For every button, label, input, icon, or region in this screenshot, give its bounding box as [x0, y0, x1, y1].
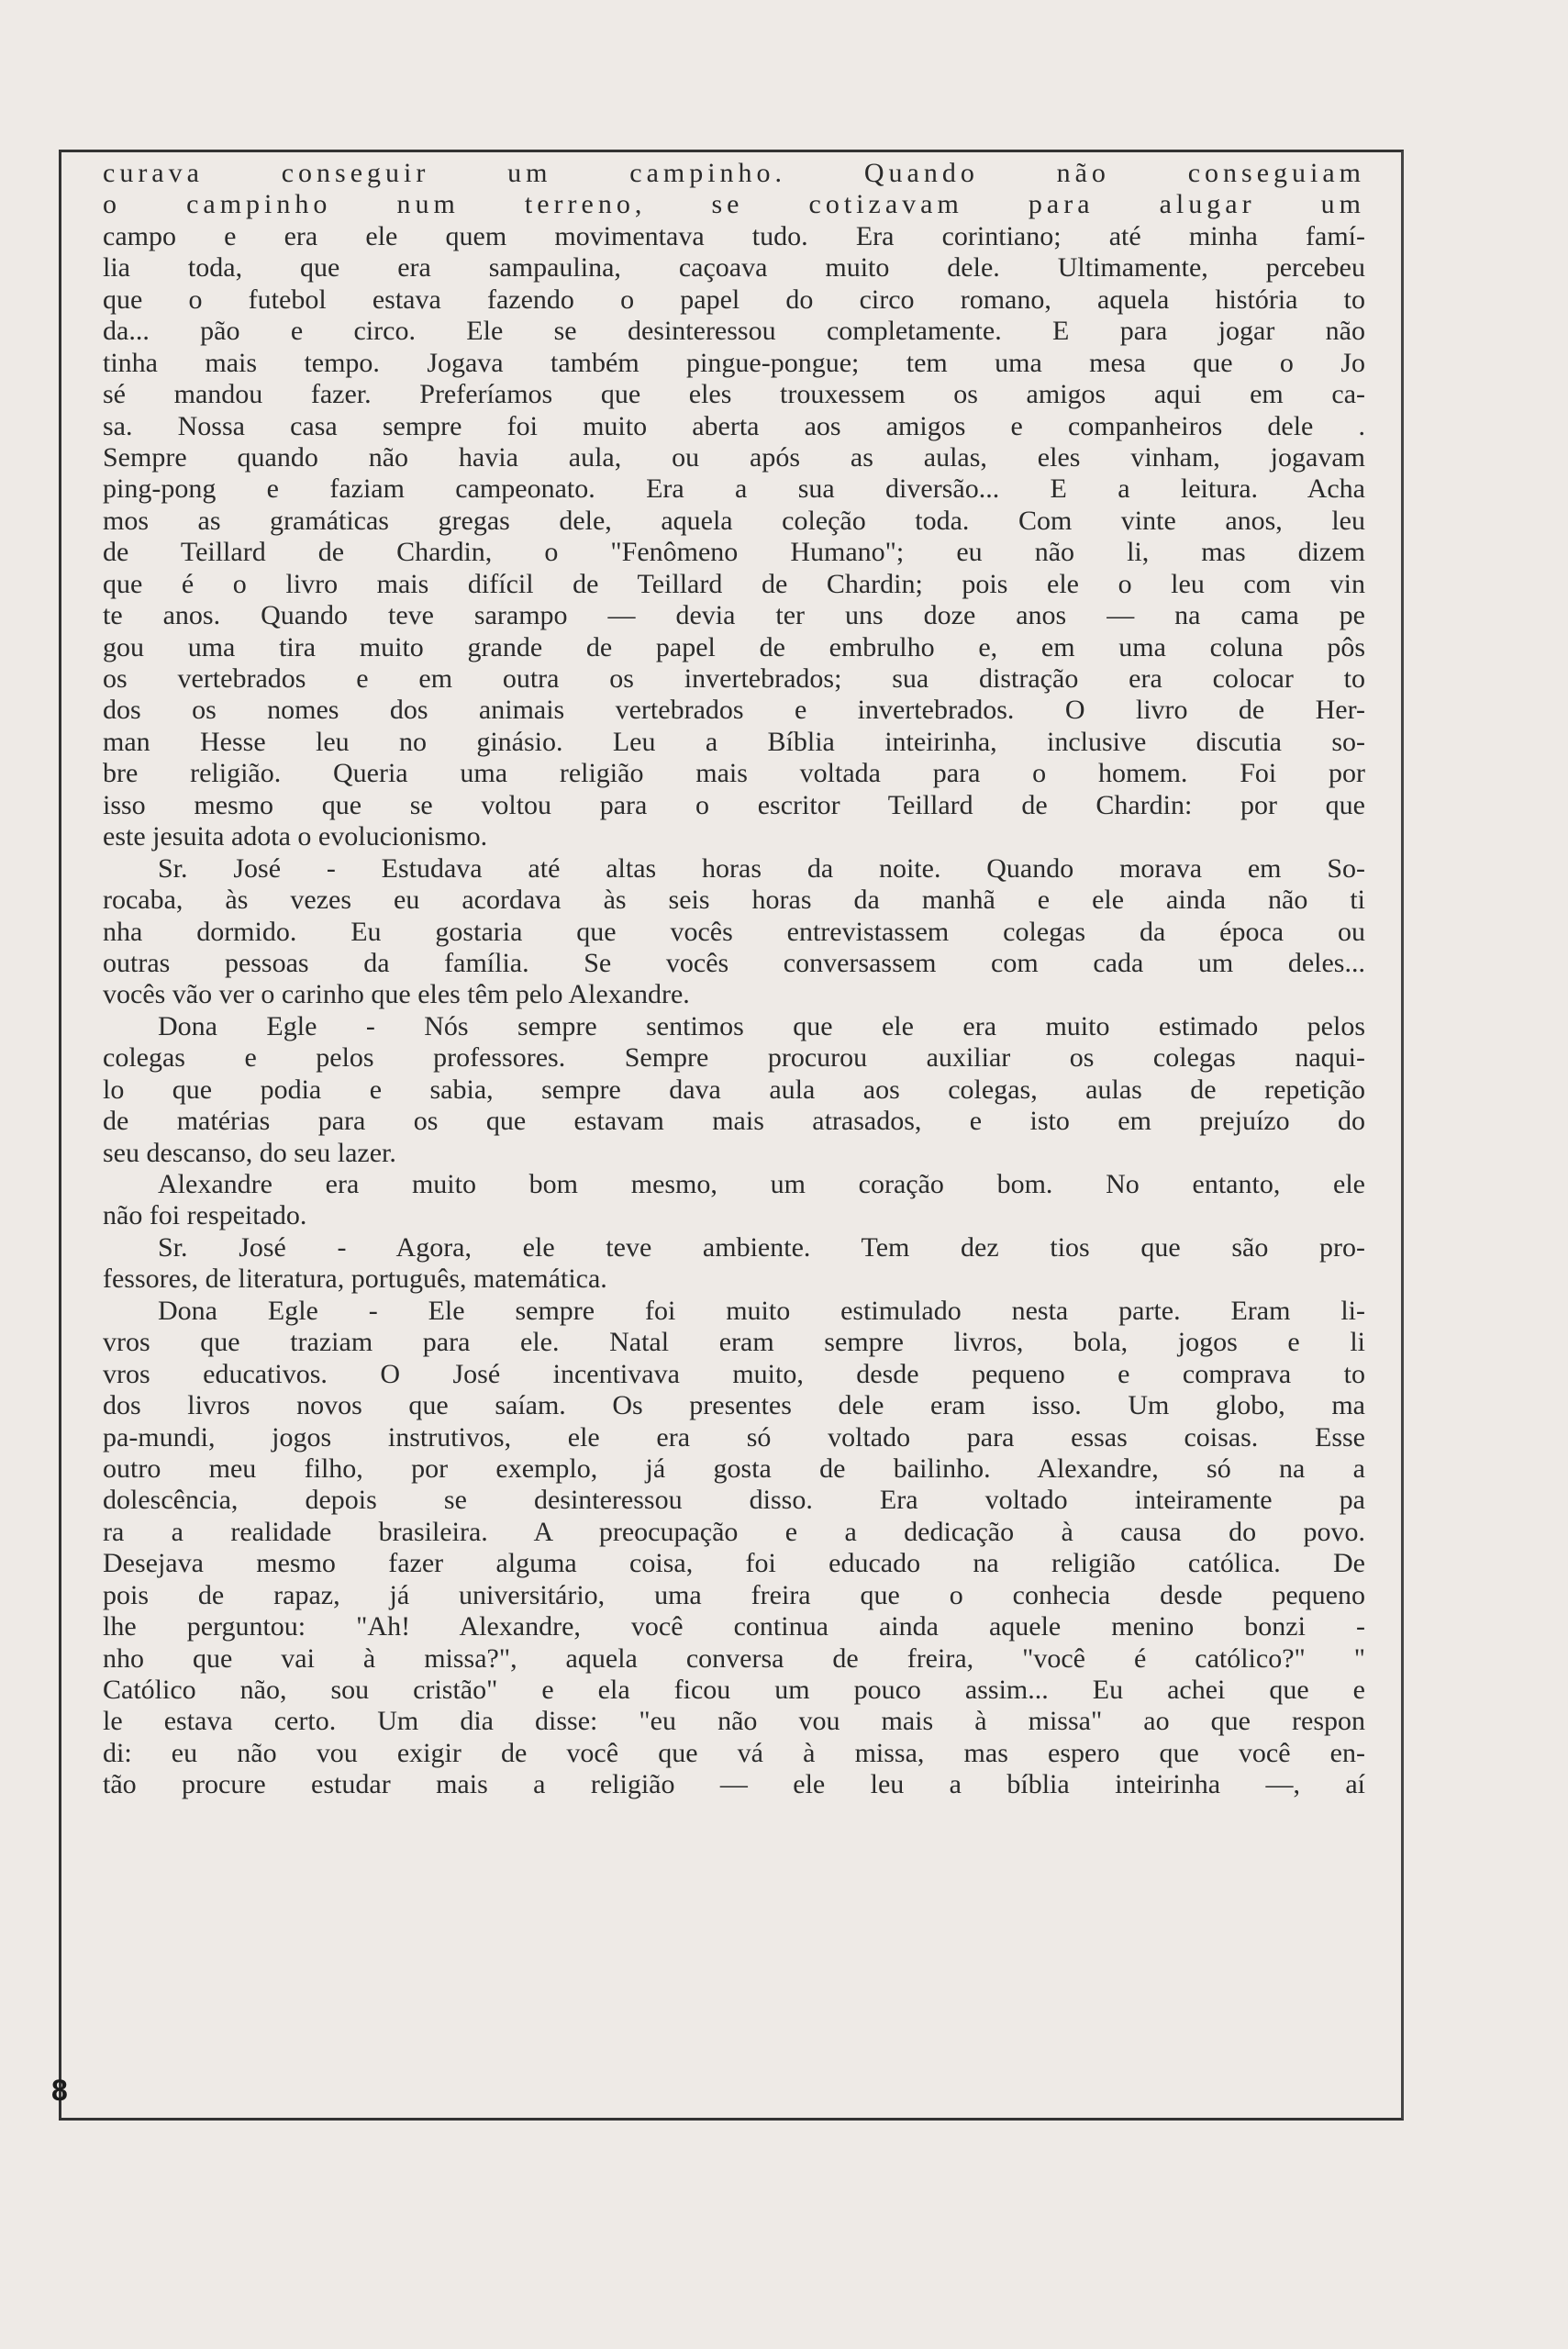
text-line: lia toda, que era sampaulina, caçoava muito dele. Ultimamente, percebeu [103, 252, 1365, 284]
text-line: dolescência, depois se desinteressou disso. Era voltado inteiramente pa [103, 1485, 1365, 1516]
text-line: da... pão e circo. Ele se desinteressou completamente. E para jogar não [103, 316, 1365, 347]
text-line: tão procure estudar mais a religião — ele leu a bíblia inteirinha —, aí [103, 1769, 1365, 1800]
text-line: curava conseguir um campinho. Quando não conseguiam [103, 158, 1365, 188]
text-line: que o futebol estava fazendo o papel do circo romano, aquela história to [103, 284, 1365, 315]
text-line: Sempre quando não havia aula, ou após as aulas, eles vinham, jogavam [103, 441, 1365, 473]
text-line: te anos. Quando teve sarampo — devia ter uns doze anos — na cama pe [103, 600, 1365, 631]
text-line: rocaba, às vezes eu acordava às seis horas da manhã e ele ainda não ti [103, 885, 1365, 916]
text-line: pois de rapaz, já universitário, uma freira que o conhecia desde pequeno [103, 1579, 1365, 1610]
text-line: campo e era ele quem movimentava tudo. Era corintiano; até minha famí- [103, 220, 1365, 251]
text-line: Católico não, sou cristão" e ela ficou um pouco assim... Eu achei que e [103, 1675, 1365, 1705]
text-line: o campinho num terreno, se cotizavam para alugar um [103, 189, 1365, 220]
text-line: sa. Nossa casa sempre foi muito aberta aos amigos e companheiros dele . [103, 410, 1365, 441]
text-line: dos livros novos que saíam. Os presentes dele eram isso. Um globo, ma [103, 1390, 1365, 1421]
text-line: outro meu filho, por exemplo, já gosta de bailinho. Alexandre, só na a [103, 1453, 1365, 1484]
text-line: não foi respeitado. [103, 1200, 307, 1231]
text-line: nha dormido. Eu gostaria que vocês entrevistassem colegas da época ou [103, 916, 1365, 947]
text-line: lo que podia e sabia, sempre dava aula aos colegas, aulas de repetição [103, 1074, 1365, 1105]
text-line: de matérias para os que estavam mais atrasados, e isto em prejuízo do [103, 1106, 1365, 1137]
text-line: fessores, de literatura, português, matemática. [103, 1264, 607, 1295]
text-line: tinha mais tempo. Jogava também pingue-pongue; tem uma mesa que o Jo [103, 347, 1365, 378]
text-line: sé mandou fazer. Preferíamos que eles trouxessem os amigos aqui em ca- [103, 379, 1365, 410]
speaker-line: Dona Egle - Nós sempre sentimos que ele era muito estimado pelos [158, 1010, 1365, 1041]
text-line: seu descanso, do seu lazer. [103, 1137, 396, 1168]
text-line: dos os nomes dos animais vertebrados e invertebrados. O livro de Her- [103, 695, 1365, 726]
text-line: pa-mundi, jogos instrutivos, ele era só voltado para essas coisas. Esse [103, 1421, 1365, 1453]
text-line: vros que traziam para ele. Natal eram sempre livros, bola, jogos e li [103, 1327, 1365, 1358]
text-line: mos as gramáticas gregas dele, aquela coleção toda. Com vinte anos, leu [103, 505, 1365, 536]
text-line: di: eu não vou exigir de você que vá à missa, mas espero que você en- [103, 1737, 1365, 1768]
body-text [103, 158, 1365, 1801]
text-line: isso mesmo que se voltou para o escritor Teillard de Chardin: por que [103, 789, 1365, 820]
speaker-line: Sr. José - Estudava até altas horas da noite. Quando morava em So- [158, 852, 1365, 884]
text-line: colegas e pelos professores. Sempre procurou auxiliar os colegas naqui- [103, 1042, 1365, 1074]
text-line: man Hesse leu no ginásio. Leu a Bíblia inteirinha, inclusive discutia so- [103, 726, 1365, 757]
text-line: ra a realidade brasileira. A preocupação e a dedicação à causa do povo. [103, 1516, 1365, 1547]
text-line: gou uma tira muito grande de papel de embrulho e, em uma coluna pôs [103, 631, 1365, 662]
page-number: 8 [51, 2074, 68, 2107]
text-line: ping-pong e faziam campeonato. Era a sua diversão... E a leitura. Acha [103, 473, 1365, 505]
speaker-line: Dona Egle - Ele sempre foi muito estimulado nesta parte. Eram li- [158, 1295, 1365, 1326]
text-line: este jesuita adota o evolucionismo. [103, 821, 488, 852]
text-line: que é o livro mais difícil de Teillard de Chardin; pois ele o leu com vin [103, 568, 1365, 599]
text-line: bre religião. Queria uma religião mais voltada para o homem. Foi por [103, 758, 1365, 789]
text-line: Alexandre era muito bom mesmo, um coração bom. No entanto, ele [158, 1169, 1365, 1199]
text-line: Desejava mesmo fazer alguma coisa, foi educado na religião católica. De [103, 1548, 1365, 1579]
speaker-line: Sr. José - Agora, ele teve ambiente. Tem dez tios que são pro- [158, 1231, 1365, 1263]
text-line: le estava certo. Um dia disse: "eu não vou mais à missa" ao que respon [103, 1706, 1365, 1737]
text-line: os vertebrados e em outra os invertebrados; sua distração era colocar to [103, 663, 1365, 694]
text-line: vocês vão ver o carinho que eles têm pelo Alexandre. [103, 979, 690, 1010]
text-line: vros educativos. O José incentivava muito, desde pequeno e comprava to [103, 1358, 1365, 1389]
text-line: lhe perguntou: "Ah! Alexandre, você continua ainda aquele menino bonzi - [103, 1611, 1365, 1642]
text-line: outras pessoas da família. Se vocês conversassem com cada um deles... [103, 947, 1365, 978]
text-line: nho que vai à missa?", aquela conversa de freira, "você é católico?" " [103, 1642, 1365, 1674]
text-line: de Teillard de Chardin, o "Fenômeno Humano"; eu não li, mas dizem [103, 537, 1365, 568]
